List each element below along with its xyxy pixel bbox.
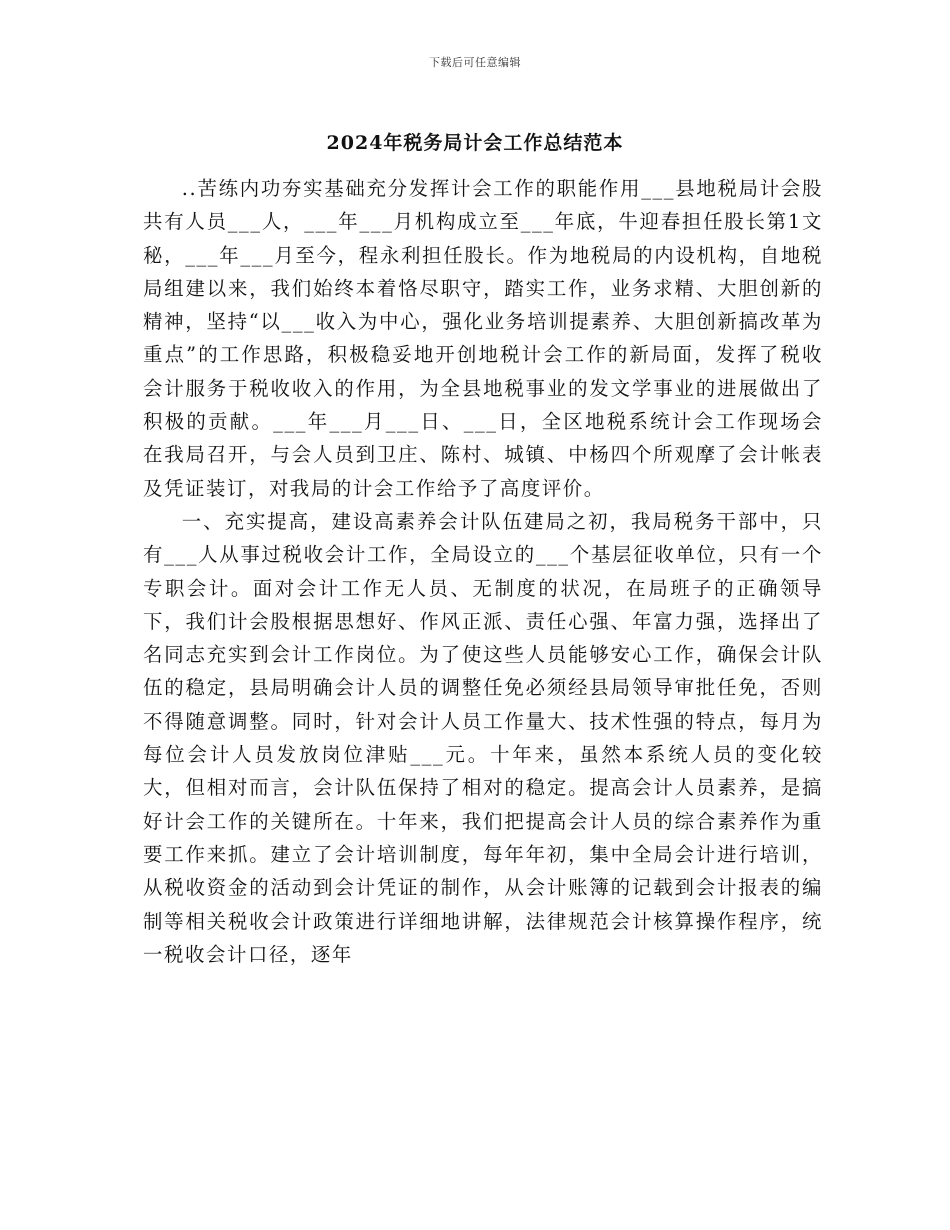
document-body — [143, 172, 823, 971]
header-note: 下载后可任意编辑 — [429, 56, 521, 69]
paragraph-2: 一、充实提高，建设高素养会计队伍建局之初，我局税务干部中，只有___人从事过税收会计工作，全局设立的___个基层征收单位，只有一个专职会计。面对会计工作无人员、无制度的状况，在局班子的正确领导下，我们计会股根据思想好、作风正派、责任心强、年富力强，选择出了名同志充实到会计工作岗位。为了使这些人员能够安心工作，确保会计队伍的稳定，县局明确会计人员的调整任免必须经县局领导审批任免，否则不得随意调整。同时，针对会计人员工作量大、技术性强的特点，每月为每位会计人员发放岗位津贴___元。十年来，虽然本系统人员的变化较大，但相对而言，会计队伍保持了相对的稳定。提高会计人员素养，是搞好计会工作的关键所在。十年来，我们把提高会计人员的综合素养作为重要工作来抓。建立了会计培训制度，每年年初，集中全局会计进行培训，从税收资金的活动到会计凭证的制作，从会计账簿的记载到会计报表的编制等相关税收会计政策进行详细地讲解，法律规范会计核算操作程序，统一税收会计口径，逐年 — [143, 509, 823, 966]
document-title: 2024年税务局计会工作总结范本 — [326, 132, 624, 154]
paragraph-1: ..苦练内功夯实基础充分发挥计会工作的职能作用___县地税局计会股共有人员___人，___年___月机构成立至___年底，牛迎春担任股长第1文秘，___年___月至今，程永利担任股长。作为地税局的内设机构，自地税局组建以来，我们始终本着恪尽职守，踏实工作，业务求精、大胆创新的精神，坚持“以___收入为中心，强化业务培训提素养、大胆创新搞改革为重点”的工作思路，积极稳妥地开创地税计会工作的新局面，发挥了税收会计服务于税收收入的作用，为全县地税事业的发文学事业的进展做出了积极的贡献。___年___月___日、___日，全区地税系统计会工作现场会在我局召开，与会人员到卫庄、陈村、城镇、中杨四个所观摩了会计帐表及凭证装订，对我局的计会工作给予了高度评价。 — [143, 177, 823, 500]
